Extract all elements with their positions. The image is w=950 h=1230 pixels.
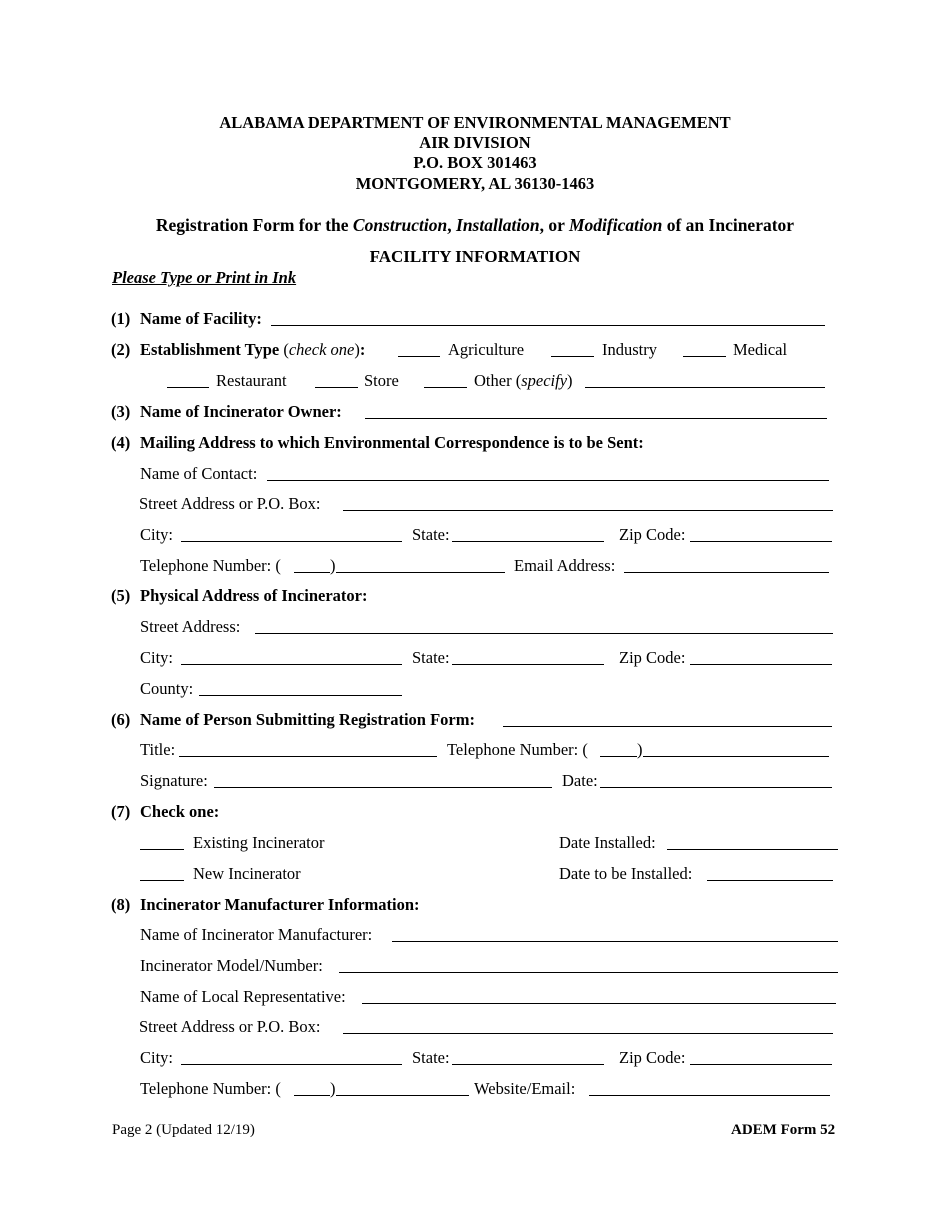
mailing-city-row: City: State: Zip Code: [0,523,950,547]
manufacturer-phone-row: Telephone Number: ( ) Website/Email: [0,1077,950,1101]
submitter-phone-area-field[interactable] [600,756,637,757]
city-line: MONTGOMERY, AL 36130-1463 [355,174,595,193]
po-box: P.O. BOX 301463 [413,153,537,172]
new-incinerator-row: New Incinerator Date to be Installed: [0,862,950,886]
form-page: ALABAMA DEPARTMENT OF ENVIRONMENTAL MANAGEMENT AIR DIVISION P.O. BOX 301463 MONTGOMERY, AL 36130-1463 Registration Form for the Construction, Installation, or Modification of an Incinerator FACILITY INFORMATION Please Type or Print in Ink (1) Name of Facility: (2) Establishment Type (check one): Agriculture Industry Medical Restaurant Store Other (specify) (3) Name of Incinerator Owner: (4) Mailing Address to which Environmental Correspondence is to be Sent: Name of Contact: Street Address or P.O. Box: City: State: Zip Code: Telephone Number: ( ) Email Address: (5) Physical Address of Incinerator: Street Address: City: State: Zip Code: County: (6) Name of Person Submitting Registration Form: Title: Telephone Number: ( ) Signature: Date: (7) Check one: Existing Incinerator Date Installed: New Incinerator Date to be Installed: (8) Incinerator Manufacturer Information: Name of Incinerator Manufacturer: Incinerator Model/Number: Name of Local Representative: Street Address or P.O. Box: City: State: Zip Code: Telephone Number: ( ) Website/Email: Page 2 (Updated 12/19) ADEM Form 52 [0,0,950,1230]
mailing-zip-field[interactable] [690,541,832,542]
manufacturer-city-field[interactable] [181,1064,402,1065]
physical-zip-field[interactable] [690,664,832,665]
signature-row: Signature: Date: [0,769,950,793]
existing-incinerator-checkbox-line[interactable] [140,849,184,850]
submitter-title-field[interactable] [179,756,437,757]
county-row: County: [0,677,950,701]
check-one-heading: (7) Check one: [111,802,220,821]
date-to-be-installed-field[interactable] [707,880,833,881]
agriculture-option: Agriculture [448,340,525,359]
division-name: AIR DIVISION [419,133,531,152]
establishment-type-row: (2) Establishment Type (check one): Agriculture Industry Medical [0,338,950,362]
mailing-phone-area-field[interactable] [294,572,330,573]
other-checkbox-line[interactable] [424,387,467,388]
owner-name-field[interactable] [365,418,827,419]
restaurant-checkbox-line[interactable] [167,387,209,388]
date-installed-field[interactable] [667,849,838,850]
physical-street-row: Street Address: [0,615,950,639]
manufacturer-heading: (8) Incinerator Manufacturer Information: [111,895,420,914]
manufacturer-state-field[interactable] [452,1064,604,1065]
county-field[interactable] [199,695,402,696]
facility-name-row: (1) Name of Facility: [0,307,950,331]
physical-street-field[interactable] [255,633,833,634]
manufacturer-name-field[interactable] [392,941,838,942]
model-row: Incinerator Model/Number: [0,954,950,978]
industry-option: Industry [602,340,657,359]
other-option: Other (specify) [474,371,573,390]
medical-option: Medical [733,340,788,359]
manufacturer-name-row: Name of Incinerator Manufacturer: [0,923,950,947]
website-email-field[interactable] [589,1095,830,1096]
medical-checkbox-line[interactable] [683,356,726,357]
local-rep-row: Name of Local Representative: [0,985,950,1009]
mailing-street-row: Street Address or P.O. Box: [0,492,950,516]
mailing-email-field[interactable] [624,572,829,573]
physical-city-field[interactable] [181,664,402,665]
model-field[interactable] [339,972,838,973]
mailing-state-field[interactable] [452,541,604,542]
mailing-address-heading: (4) Mailing Address to which Environmental Correspondence is to be Sent: [111,433,644,452]
other-specify-field[interactable] [585,387,825,388]
store-checkbox-line[interactable] [315,387,358,388]
submitter-name-field[interactable] [503,726,832,727]
new-incinerator-checkbox-line[interactable] [140,880,184,881]
facility-name-field[interactable] [271,325,825,326]
physical-city-row: City: State: Zip Code: [0,646,950,670]
section-title: FACILITY INFORMATION [369,247,581,266]
mailing-phone-row: Telephone Number: ( ) Email Address: [0,554,950,578]
owner-name-row: (3) Name of Incinerator Owner: [0,400,950,424]
industry-checkbox-line[interactable] [551,356,594,357]
submitter-row: (6) Name of Person Submitting Registration Form: [0,708,950,732]
manufacturer-zip-field[interactable] [690,1064,832,1065]
establishment-type-row-2 [0,369,950,393]
existing-incinerator-row: Existing Incinerator Date Installed: [0,831,950,855]
facility-name-label: Name of Facility: [140,309,262,328]
restaurant-option: Restaurant [216,371,287,390]
page-number: Page 2 (Updated 12/19) [112,1122,255,1138]
physical-state-field[interactable] [452,664,604,665]
submitter-phone-field[interactable] [643,756,829,757]
store-option: Store [364,371,399,390]
mailing-street-field[interactable] [343,510,833,511]
owner-name-label: Name of Incinerator Owner: [140,402,342,421]
submitter-title-row: Title: Telephone Number: ( ) [0,738,950,762]
signature-date-field[interactable] [600,787,832,788]
signature-field[interactable] [214,787,552,788]
form-title: Registration Form for the Construction, Installation, or Modification of an Incinerator [155,215,795,235]
local-rep-field[interactable] [362,1003,836,1004]
mailing-city-field[interactable] [181,541,402,542]
agriculture-checkbox-line[interactable] [398,356,440,357]
manufacturer-phone-field[interactable] [336,1095,469,1096]
manufacturer-street-row: Street Address or P.O. Box: [0,1015,950,1039]
contact-name-field[interactable] [267,480,829,481]
form-id: ADEM Form 52 [731,1122,836,1138]
manufacturer-phone-area-field[interactable] [294,1095,330,1096]
mailing-phone-field[interactable] [336,572,505,573]
agency-name: ALABAMA DEPARTMENT OF ENVIRONMENTAL MANAGEMENT [219,113,731,132]
physical-address-heading: (5) Physical Address of Incinerator: [111,586,368,605]
contact-row: Name of Contact: [0,462,950,486]
manufacturer-street-field[interactable] [343,1033,833,1034]
manufacturer-city-row: City: State: Zip Code: [0,1046,950,1070]
